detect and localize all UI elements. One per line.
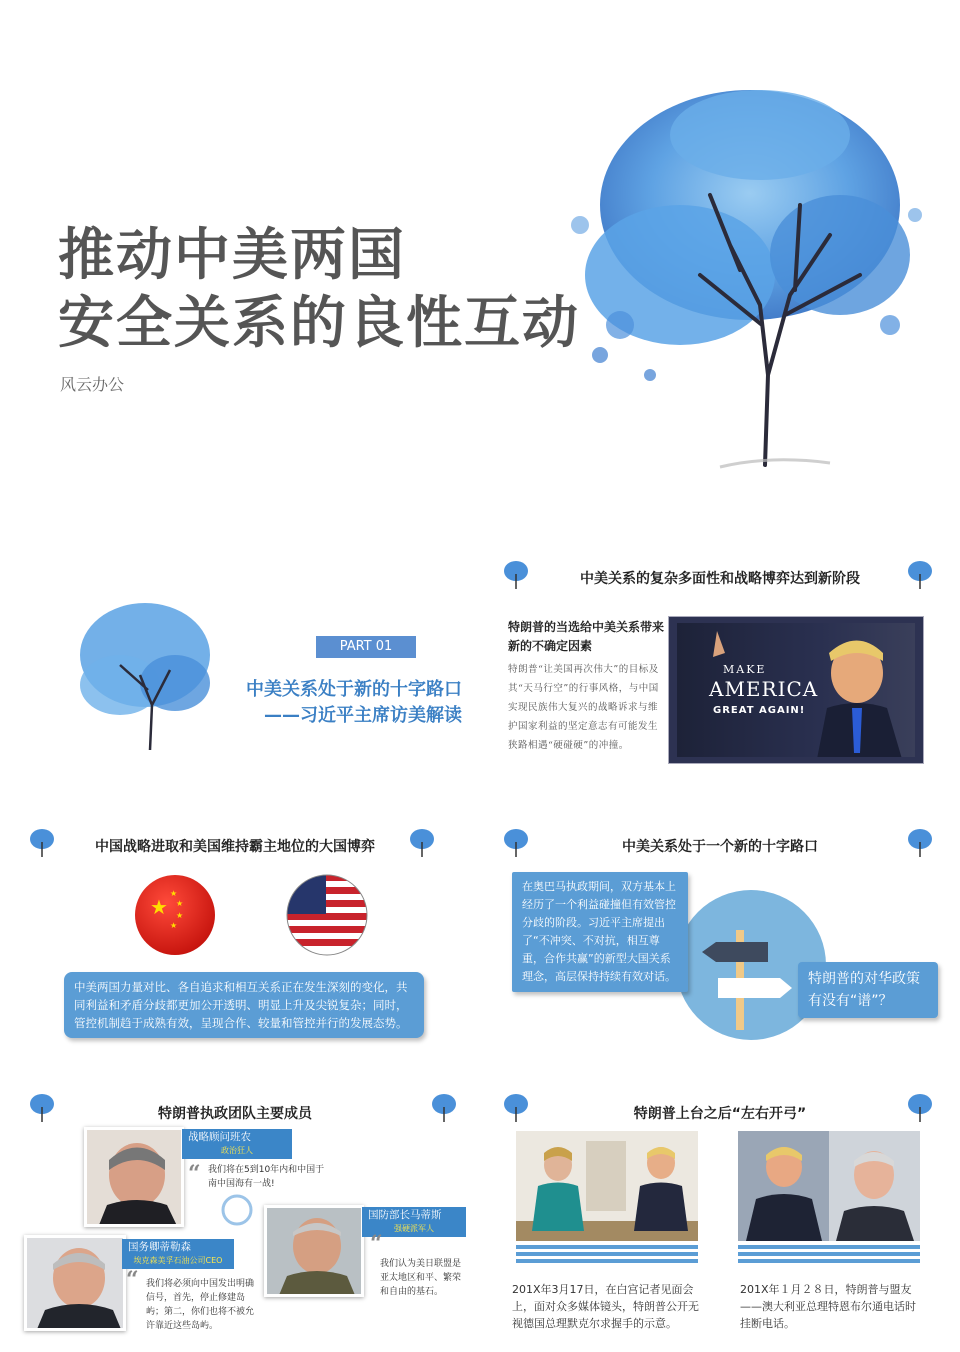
member-tag: 埃克森美孚石油公司CEO xyxy=(133,1256,223,1265)
maga-line1: MAKE xyxy=(723,663,767,676)
slide-heading: 中美关系的复杂多面性和战略博弈达到新阶段 xyxy=(580,571,860,587)
cover-slide xyxy=(0,0,960,540)
mattis-photo xyxy=(264,1205,364,1297)
quote-mark-icon: “ xyxy=(370,1231,383,1257)
analysis-box: 中美两国力量对比、各自追求和相互关系正在发生深刻的变化，共同利益和矛盾分歧都更加公开透明、明显上升及尖锐复杂；同时，管控机制趋于成熟有效，呈现合作、较量和管控并行的发展态势。 xyxy=(64,972,424,1038)
decorative-stripes xyxy=(738,1245,920,1265)
quote-mark-icon: “ xyxy=(126,1267,139,1293)
china-flag-icon xyxy=(134,874,216,956)
tillerson-nametag xyxy=(122,1239,234,1269)
cover-subtitle: 风云办公 xyxy=(60,375,125,394)
maga-line2: AMERICA xyxy=(709,677,819,701)
tillerson-photo xyxy=(24,1235,126,1331)
tillerson-quote: 我们将必须向中国发出明确信号，首先，停止修建岛屿；第二，你们也将不被允许靠近这些岛屿。 xyxy=(146,1279,255,1331)
watercolor-tree-icon xyxy=(70,595,220,755)
member-tag: 政治狂人 xyxy=(221,1146,253,1155)
svg-text:★: ★ xyxy=(170,889,178,898)
part01-slide xyxy=(20,560,480,800)
part-title-line2: ——习近平主席访美解读 xyxy=(264,705,462,726)
part-title-line1: 中美关系处于新的十字路口 xyxy=(246,679,462,700)
lead-text: 特朗普的当选给中美关系带来新的不确定因素 xyxy=(508,620,665,653)
decorative-circle xyxy=(220,1193,254,1227)
trump-slide xyxy=(490,560,950,800)
member-name: 国防部长马蒂斯 xyxy=(368,1209,442,1221)
maga-photo xyxy=(668,616,924,764)
signpost-icon xyxy=(696,930,796,1040)
flags-slide xyxy=(20,820,480,1060)
member-tag: 强硬派军人 xyxy=(394,1224,434,1233)
caption-right: 201X年１月２８日，特朗普与盟友——澳大利亚总理特恩布尔通电话时挂断电话。 xyxy=(740,1283,916,1330)
body-text: 特朗普“让美国再次伟大”的目标及其“天马行空”的行事风格，与中国实现民族伟大复兴的战略诉求与维护国家利益的坚定意志有可能发生狭路相遇“硬碰硬”的冲撞。 xyxy=(508,664,659,751)
slide-heading: 中国战略进取和美国维持霸主地位的大国博弈 xyxy=(95,839,375,855)
cover-title-line1: 推动中美两国 xyxy=(58,223,406,288)
svg-text:★: ★ xyxy=(176,911,184,920)
context-box: 在奥巴马执政期间，双方基本上经历了一个利益碰撞但有效管控分歧的阶段。习近平主席提出了“不冲突、不对抗，相互尊重，合作共赢”的新型大国关系理念，高层保持持续有效对话。 xyxy=(512,872,688,992)
question-box: 特朗普的对华政策有没有“谱”？ xyxy=(798,962,938,1018)
decorative-stripes xyxy=(516,1245,698,1265)
photos-slide xyxy=(490,1085,950,1345)
slide-heading: 特朗普执政团队主要成员 xyxy=(158,1106,312,1122)
member-name: 战略顾问班农 xyxy=(188,1131,251,1143)
part-badge: PART 01 xyxy=(316,636,416,658)
bannon-quote: 我们将在5到10年内和中国于南中国海有一战! xyxy=(208,1165,325,1189)
svg-text:★: ★ xyxy=(150,895,168,919)
svg-text:★: ★ xyxy=(176,899,184,908)
member-name: 国务卿蒂勒森 xyxy=(128,1241,191,1253)
slide-heading: 中美关系处于一个新的十字路口 xyxy=(622,839,818,855)
mattis-quote: 我们认为美日联盟是亚太地区和平、繁荣和自由的基石。 xyxy=(380,1259,462,1297)
caption-left: 201X年3月17日，在白宫记者见面会上，面对众多媒体镜头，特朗普公开无视德国总理默克尔求握手的示意。 xyxy=(512,1283,699,1330)
usa-flag-icon xyxy=(286,874,368,956)
team-slide xyxy=(20,1085,480,1345)
cover-title-line2: 安全关系的良性互动 xyxy=(58,291,580,356)
bannon-photo xyxy=(84,1127,184,1227)
watercolor-tree-illustration xyxy=(540,75,940,475)
crossroad-slide xyxy=(490,820,950,1060)
merkel-trump-photo xyxy=(516,1131,698,1241)
quote-mark-icon: “ xyxy=(188,1161,201,1187)
turnbull-trump-photo xyxy=(738,1131,920,1241)
maga-line3: GREAT AGAIN! xyxy=(713,705,806,716)
svg-text:★: ★ xyxy=(170,921,178,930)
bannon-nametag xyxy=(182,1129,292,1159)
slide-heading: 特朗普上台之后“左右开弓” xyxy=(633,1106,807,1122)
